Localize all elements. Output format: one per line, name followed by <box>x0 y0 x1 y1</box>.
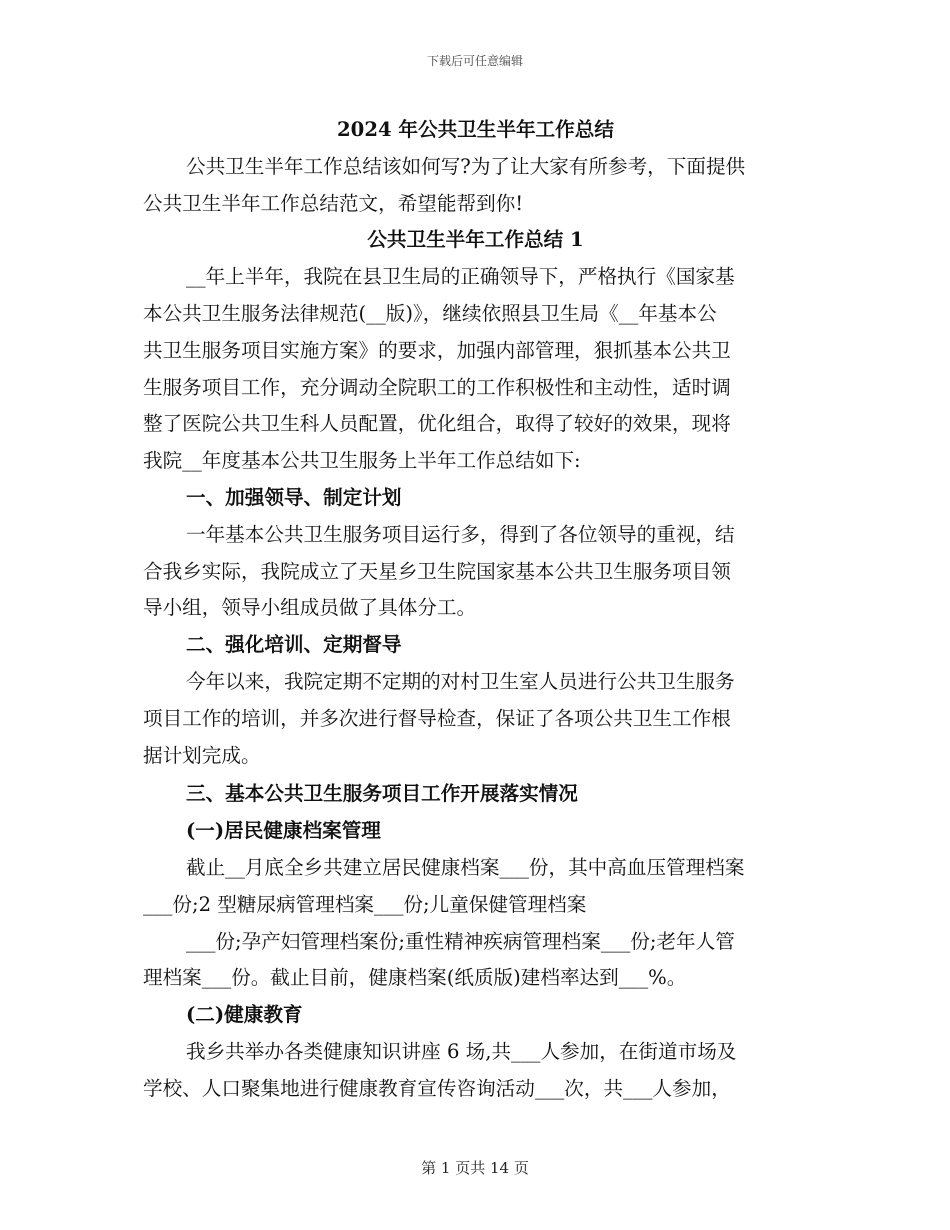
paragraph-line: 截止__月底全乡共建立居民健康档案___份，其中高血压管理档案 <box>186 855 745 879</box>
intro-line: 公共卫生半年工作总结该如何写?为了让大家有所参考，下面提供 <box>186 154 746 178</box>
paragraph-line: 本公共卫生服务法律规范(__版)》，继续依照县卫生局《__年基本公 <box>143 301 717 325</box>
sub-heading-1: (一)居民健康档案管理 <box>186 819 381 843</box>
document-title: 2024 年公共卫生半年工作总结 <box>337 118 614 141</box>
intro-line: 公共卫生半年工作总结范文，希望能帮到你! <box>143 191 524 215</box>
paragraph-line: 理档案___份。截止目前，健康档案(纸质版)建档率达到___%。 <box>143 966 687 990</box>
paragraph-line: ___份;2 型糖尿病管理档案___份;儿童保健管理档案 <box>143 892 587 916</box>
paragraph-line: 据计划完成。 <box>143 743 261 767</box>
paragraph-line: 共卫生服务项目实施方案》的要求，加强内部管理，狠抓基本公共卫 <box>143 338 731 362</box>
heading-3: 三、基本公共卫生服务项目工作开展落实情况 <box>186 782 578 806</box>
paragraph-line: 学校、人口聚集地进行健康教育宣传咨询活动___次，共___人参加， <box>143 1076 731 1100</box>
heading-1: 一、加强领导、制定计划 <box>186 485 402 509</box>
paragraph-line: 今年以来，我院定期不定期的对村卫生室人员进行公共卫生服务 <box>186 669 735 693</box>
paragraph-line: 导小组，领导小组成员做了具体分工。 <box>143 596 477 620</box>
paragraph-line: 生服务项目工作，充分调动全院职工的工作积极性和主动性，适时调 <box>143 375 731 399</box>
paragraph-line: 项目工作的培训，并多次进行督导检查，保证了各项公共卫生工作根 <box>143 706 731 730</box>
document-body <box>143 112 808 1108</box>
paragraph-line: 我乡共举办各类健康知识讲座 6 场,共___人参加，在街道市场及 <box>186 1039 737 1063</box>
page-footer: 第 1 页共 14 页 <box>421 1159 529 1177</box>
paragraph-line: 我院__年度基本公共卫生服务上半年工作总结如下: <box>143 449 581 473</box>
page-header: 下载后可任意编辑 <box>426 54 523 68</box>
section-subtitle: 公共卫生半年工作总结 1 <box>367 228 584 252</box>
paragraph-line: 整了医院公共卫生科人员配置，优化组合，取得了较好的效果，现将 <box>143 412 731 436</box>
paragraph-line: 合我乡实际，我院成立了天星乡卫生院国家基本公共卫生服务项目领 <box>143 559 731 583</box>
paragraph-line: ___份;孕产妇管理档案份;重性精神疾病管理档案___份;老年人管 <box>186 929 735 953</box>
paragraph-line: 一年基本公共卫生服务项目运行多，得到了各位领导的重视，结 <box>186 522 735 546</box>
paragraph-line: __年上半年，我院在县卫生局的正确领导下，严格执行《国家基 <box>186 265 735 289</box>
heading-2: 二、强化培训、定期督导 <box>186 633 402 657</box>
sub-heading-2: (二)健康教育 <box>186 1003 303 1027</box>
